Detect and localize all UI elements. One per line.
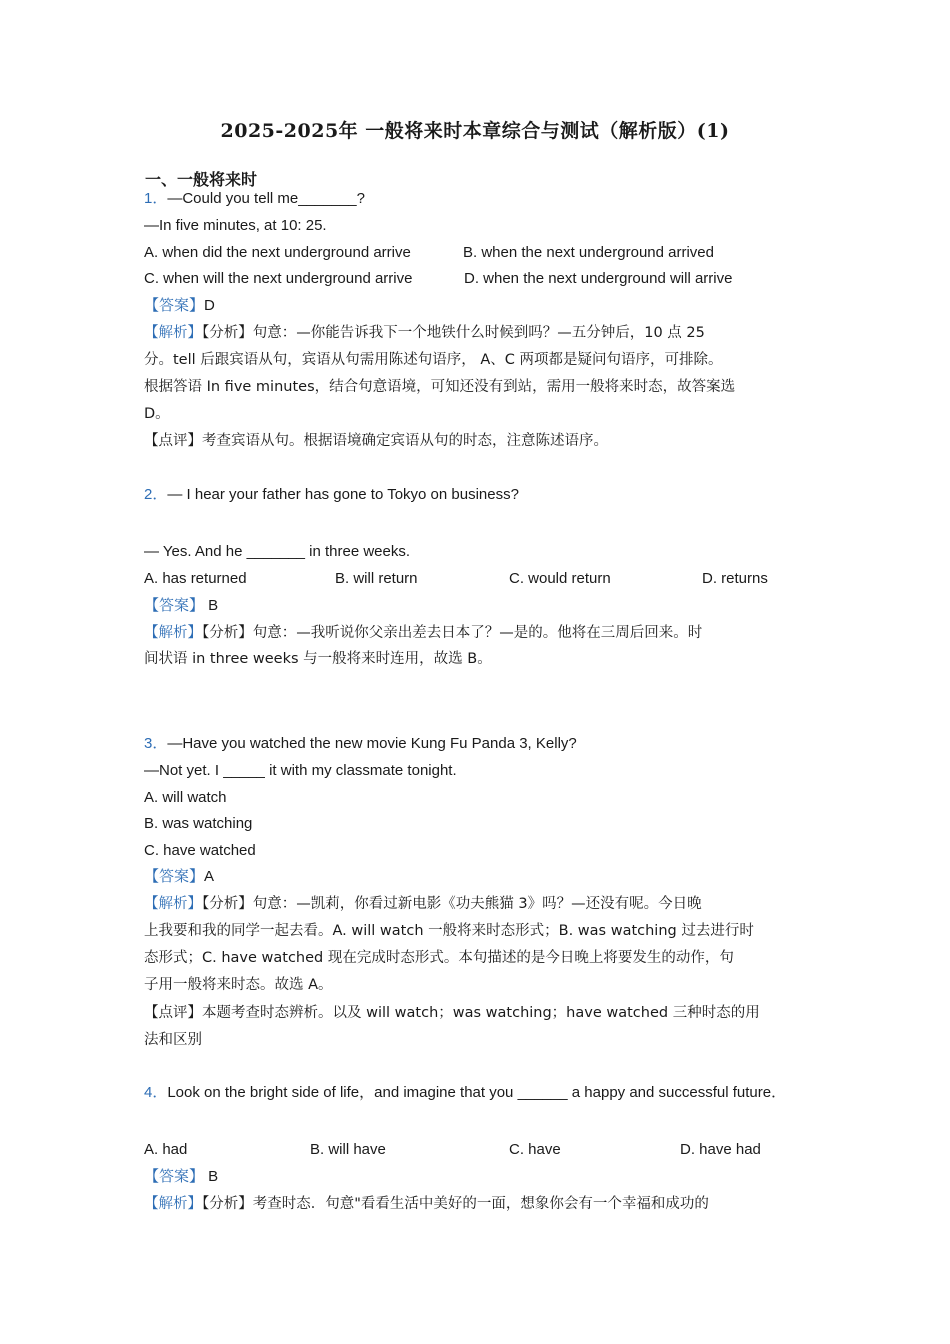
question-2-answer: 【答案】 B (144, 597, 219, 614)
question-1-option-d: D. when the next underground will arrive (464, 270, 733, 287)
question-3-stem: 3．—Have you watched the new movie Kung Fu Panda 3, Kelly? (144, 735, 577, 752)
question-1-analysis-line3: 根据答语 In five minutes，结合句意语境，可知还没有到站，需用一般将来时态，故答案选 (144, 379, 736, 395)
question-3-comment-line1: 【点评】本题考查时态辨析。以及 will watch；was watching；have watched 三种时态的用 (144, 1005, 760, 1021)
question-1-option-a: A. when did the next underground arrive (144, 244, 411, 261)
question-2-option-d: D. returns (702, 570, 768, 587)
question-4-option-a: A. had (144, 1141, 188, 1158)
question-4-analysis-line1: 【解析】【分析】考查时态．句意"看看生活中美好的一面，想象你会有一个幸福和成功的 (144, 1196, 709, 1212)
question-3-analysis-line4: 子用一般将来时态。故选 A。 (144, 977, 333, 993)
question-4-option-c: C. have (509, 1141, 561, 1158)
question-3-option-c: C. have watched (144, 842, 256, 859)
answer-label: 【答案】 (144, 1168, 205, 1185)
question-3-analysis-line1: 【解析】【分析】句意：—凯莉，你看过新电影《功夫熊猫 3》吗？—还没有呢。今日晚 (144, 896, 702, 912)
question-2-analysis-line2: 间状语 in three weeks 与一般将来时连用，故选 B。 (144, 651, 492, 667)
question-1-analysis-line4: D。 (144, 406, 170, 422)
question-3-option-b: B. was watching (144, 815, 253, 832)
question-2-stem: 2．— I hear your father has gone to Tokyo on business? (144, 486, 519, 503)
question-1-analysis-line1: 【解析】【分析】句意：—你能告诉我下一个地铁什么时候到吗？—五分钟后，10 点 25 (144, 325, 705, 341)
question-3-option-a: A. will watch (144, 789, 227, 806)
question-2-option-c: C. would return (509, 570, 611, 587)
question-3-line2: —Not yet. I _____ it with my classmate tonight. (144, 762, 457, 779)
question-3-analysis-line3: 态形式；C. have watched 现在完成时态形式。本句描述的是今日晚上将要发生的动作，句 (144, 950, 734, 966)
question-4-option-d: D. have had (680, 1141, 761, 1158)
question-1-analysis-line2: 分。tell 后跟宾语从句，宾语从句需用陈述句语序， A、C 两项都是疑问句语序，可排除。 (144, 352, 723, 368)
answer-label: 【答案】 (144, 868, 205, 885)
analysis-label: 【解析】 (144, 1196, 202, 1212)
question-2-line2: — Yes. And he _______ in three weeks. (144, 543, 411, 560)
analysis-label: 【解析】 (144, 325, 202, 341)
question-4-answer: 【答案】 B (144, 1168, 219, 1185)
question-1-comment: 【点评】考查宾语从句。根据语境确定宾语从句的时态，注意陈述语序。 (144, 433, 608, 449)
question-number: 4． (144, 1084, 168, 1101)
page-title: 2025-2025年 一般将来时本章综合与测试（解析版）(1) (220, 120, 730, 142)
question-4-stem: 4．Look on the bright side of life，and imagine that you ______ a happy and successful future． (144, 1084, 787, 1101)
question-1-answer: 【答案】D (144, 297, 215, 314)
section-heading: 一、一般将来时 (145, 170, 258, 189)
question-1-stem: 1．—Could you tell me_______? (144, 190, 365, 207)
question-number: 1． (144, 190, 168, 207)
question-1-option-c: C. when will the next underground arrive (144, 270, 413, 287)
question-3-comment-line2: 法和区别 (144, 1032, 202, 1048)
question-number: 3． (144, 735, 168, 752)
question-2-option-b: B. will return (335, 570, 418, 587)
question-3-answer: 【答案】A (144, 868, 215, 885)
answer-label: 【答案】 (144, 597, 205, 614)
question-number: 2． (144, 486, 168, 503)
question-2-option-a: A. has returned (144, 570, 247, 587)
question-3-analysis-line2: 上我要和我的同学一起去看。A. will watch 一般将来时态形式；B. was watching 过去进行时 (144, 923, 754, 939)
analysis-label: 【解析】 (144, 896, 202, 912)
question-1-option-b: B. when the next underground arrived (463, 244, 714, 261)
question-4-option-b: B. will have (310, 1141, 386, 1158)
question-2-analysis-line1: 【解析】【分析】句意：—我听说你父亲出差去日本了？—是的。他将在三周后回来。时 (144, 625, 703, 641)
answer-label: 【答案】 (144, 297, 205, 314)
analysis-label: 【解析】 (144, 625, 202, 641)
question-1-line2: —In five minutes, at 10: 25. (144, 217, 327, 234)
